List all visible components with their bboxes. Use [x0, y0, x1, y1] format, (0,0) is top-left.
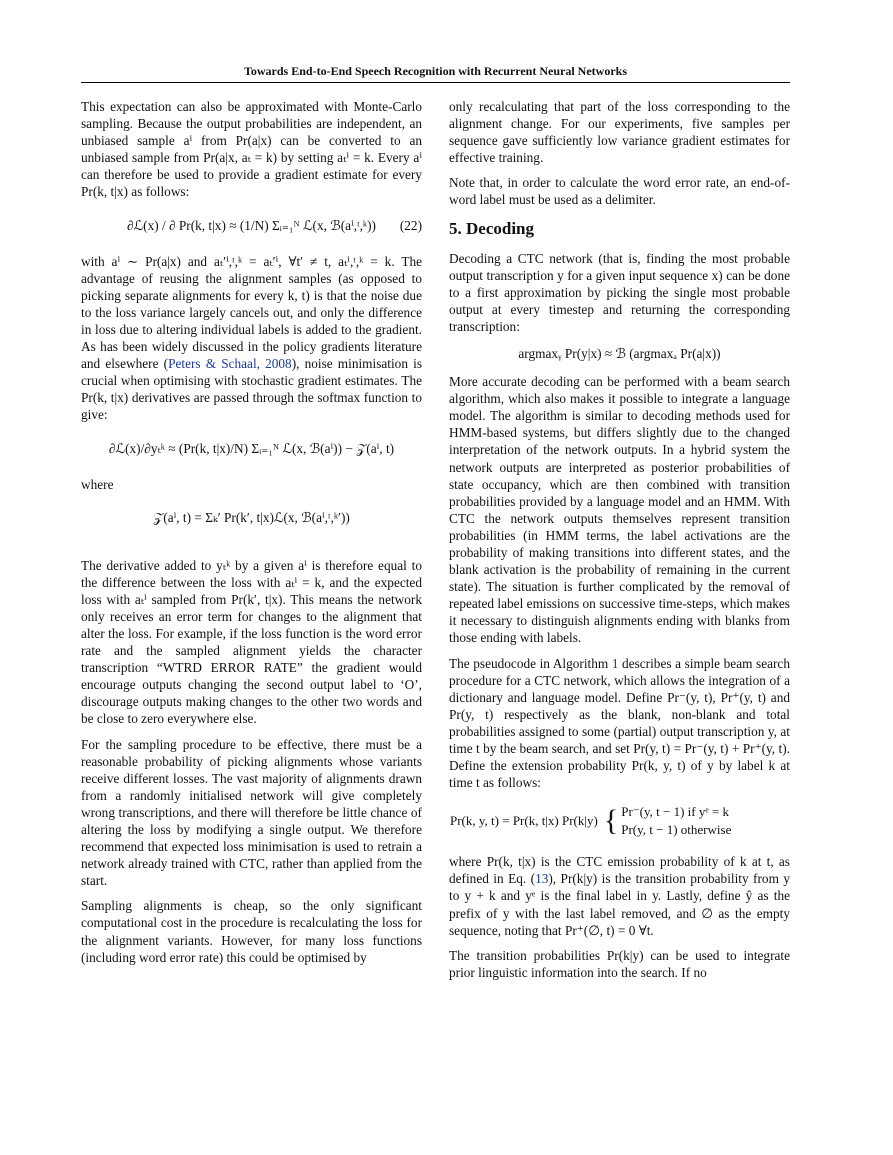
- section-heading-decoding: 5. Decoding: [449, 218, 534, 238]
- paragraph-emission-probability: where Pr(k, t|x) is the CTC emission probability of k at t, as defined in Eq. (13), Pr(k|y) is the transition probability from y to y + k and yᵉ is the final label in y. Lastly, define ŷ as the prefix of y with the last label removed, and ∅ as the empty sequence, noting that Pr⁺(∅, t) = 0 ∀t.: [449, 854, 790, 938]
- paragraph-pseudocode: The pseudocode in Algorithm 1 describes a simple beam search procedure for a CTC network, which allows the integration of a dictionary and language model. Define Pr⁻(y, t), Pr⁺(y, t) and Pr(y, t) respectively as the blank, non-blank and total probabilities assigned to some (partial) output transcription y, at time t by the beam search, and set Pr(y, t) = Pr⁻(y, t) + Pr⁺(y, t). Define the extension probability Pr(k, y, t) of y by label k at time t as follows:: [449, 655, 790, 791]
- left-column: [81, 98, 422, 974]
- equation-22-number: (22): [399, 217, 422, 233]
- paragraph-recalculating: only recalculating that part of the loss corresponding to the alignment change. For our experiments, five samples per sequence gave sufficiently low variance gradient estimates for effective training.: [449, 99, 790, 166]
- paragraph-beam-search: More accurate decoding can be performed with a beam search algorithm, which also makes it possible to integrate a language model. The algorithm is similar to decoding methods used for HMM-based systems, but differs slightly due to the changed interpretation of the network outputs. In a hybrid system the network outputs are interpreted as posterior probabilities of state occupancy, which are then combined with transition probabilities provided by a language model and an HMM. With CTC the network outputs themselves represent transition probabilities (in HMM terms, the label activations are the probability of making transitions into different states, and the blank activation is the probability of remaining in the current state). The situation is further complicated by the removal of repeated label emissions on successive time-steps, which makes it necessary to distinguish alignments ending with blanks from those ending with labels.: [449, 374, 790, 646]
- equation-22-body: ∂ℒ(x) / ∂ Pr(k, t|x) ≈ (1/N) Σᵢ₌₁ᴺ ℒ(x, ℬ(aⁱ,ᵗ,ᵏ)): [127, 217, 376, 233]
- brace-symbol: {: [603, 804, 619, 838]
- citation-peters-schaal[interactable]: Peters & Schaal, 2008: [168, 356, 292, 372]
- paragraph-word-error-rate: Note that, in order to calculate the word error rate, an end-of-word label must be used as a delimiter.: [449, 175, 790, 208]
- extension-lhs: Pr(k, y, t) = Pr(k, t|x) Pr(k|y): [450, 813, 598, 829]
- paragraph-alignment-reuse: with aⁱ ∼ Pr(a|x) and aₜ′ⁱ,ᵗ,ᵏ = aₜ′ⁱ, ∀t′ ≠ t, aₜⁱ,ᵗ,ᵏ = k. The advantage of reusing the alignment samples (as opposed to picking separate alignments for every k, t) is that the noise due to the loss variance largely cancels out, and only the difference in loss due to altering individual labels is added to the gradient. As has been widely discussed in the policy gradients literature and elsewhere (Peters & Schaal, 2008), noise minimisation is crucial when optimising with stochastic gradient estimates. The Pr(k, t|x) derivatives are passed through the softmax function to give:: [81, 253, 422, 423]
- equation-Z: 𝒵(aⁱ, t) = Σₖ′ Pr(k′, t|x)ℒ(x, ℬ(aⁱ,ᵗ,ᵏ′)): [153, 509, 350, 525]
- where-label: where: [81, 476, 114, 492]
- equation-argmax: argmaxᵧ Pr(y|x) ≈ ℬ (argmaxₐ Pr(a|x)): [518, 346, 721, 362]
- right-column: [449, 98, 790, 989]
- running-header: Towards End-to-End Speech Recognition with Recurrent Neural Networks: [81, 64, 790, 83]
- equation-softmax-derivative: ∂ℒ(x)/∂yₜᵏ ≈ (Pr(k, t|x)/N) Σᵢ₌₁ᴺ ℒ(x, ℬ(aⁱ)) − 𝒵(aⁱ, t): [108, 440, 395, 456]
- cases-layout: [449, 803, 732, 839]
- case-2: Pr(y, t − 1) otherwise: [621, 822, 732, 838]
- algorithm-reference-link[interactable]: 1: [611, 655, 619, 671]
- paragraph-monte-carlo: This expectation can also be approximated with Monte-Carlo sampling. Because the output probabilities are independent, an unbiased sample aⁱ from Pr(a|x) can be converted to an unbiased sample from Pr(a|x, aₜ = k) by setting aₜⁱ = k. Every aⁱ can therefore be used to provide a gradient estimate for every Pr(k, t|x) as follows:: [81, 99, 422, 200]
- equation-22: [81, 217, 422, 235]
- paragraph-decoding-intro: Decoding a CTC network (that is, finding the most probable output transcription y for a given input sequence x) can be done to a first approximation by picking the single most probable output at every timestep and returning the corresponding transcription:: [449, 250, 790, 334]
- equation-extension-probability: [449, 803, 790, 839]
- paragraph-sampling-cost: Sampling alignments is cheap, so the only significant computational cost in the procedure is recalculating the loss for the alignment variants. However, for many loss functions (including word error rate) this could be optimised by: [81, 898, 422, 965]
- case-1: Pr⁻(y, t − 1) if yᵉ = k: [621, 804, 730, 820]
- paragraph-transition-probabilities: The transition probabilities Pr(k|y) can be used to integrate prior linguistic information into the search. If no: [449, 947, 790, 980]
- paragraph-derivative-explanation: The derivative added to yₜᵏ by a given aⁱ is therefore equal to the difference between the loss with aₜⁱ = k, and the expected loss with aₜⁱ sampled from Pr(k′, t|x). This means the network only receives an error term for changes to the alignment that alter the loss. For example, if the loss function is the word error rate and the sampled alignment yields the character transcription “WTRD ERROR RATE” the gradient would encourage outputs changing the second output label to ‘O’, discourage outputs making changes to the other two words and be close to zero everywhere else.: [81, 557, 422, 727]
- paragraph-sampling-procedure: For the sampling procedure to be effective, there must be a reasonable probability of picking alignments whose variants receive different losses. The vast majority of alignments drawn from a randomly initialised network will give completely wrong transcriptions, and there will therefore be little chance of altering the loss by modifying a single output. We therefore recommend that expected loss minimisation is used to retrain a network already trained with CTC, rather than applied from the start.: [81, 736, 422, 889]
- equation-13-reference-link[interactable]: 13: [535, 871, 549, 887]
